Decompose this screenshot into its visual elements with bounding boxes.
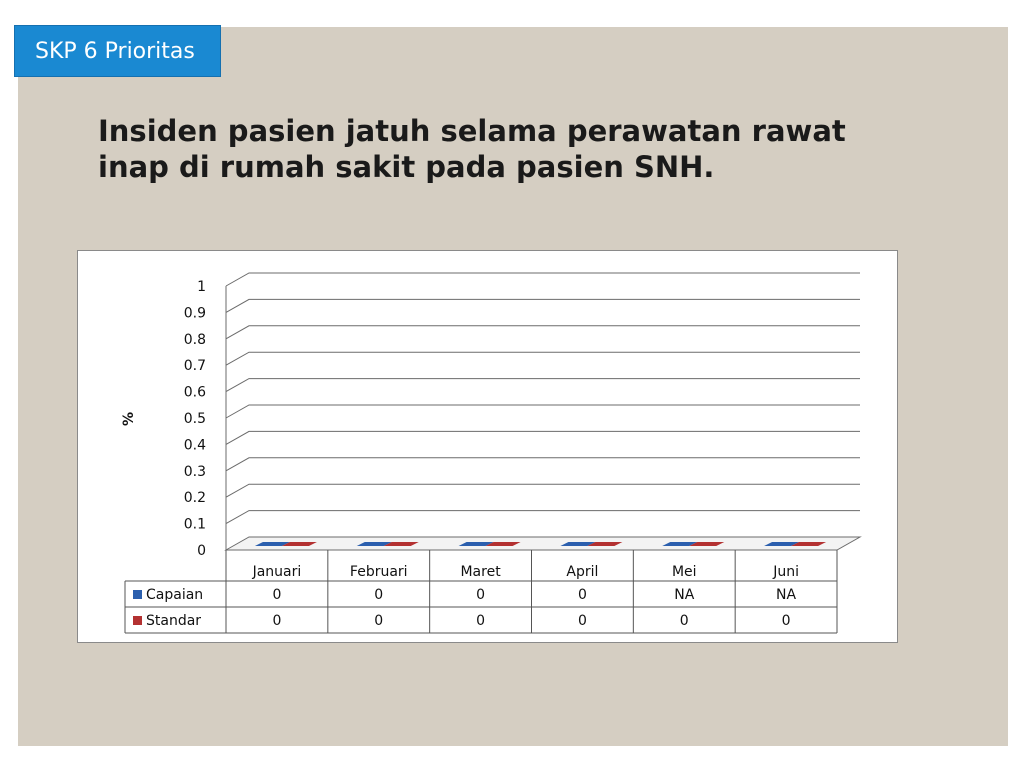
- y-tick-label: 0.9: [183, 305, 206, 322]
- gridline: [226, 273, 860, 286]
- slide-title-line: Insiden pasien jatuh selama perawatan rawat: [98, 114, 846, 148]
- table-cell-standar: 0: [374, 613, 384, 629]
- y-tick-label: 0.4: [183, 437, 206, 454]
- slide-title: [98, 113, 846, 185]
- gridline: [226, 511, 860, 524]
- section-label: [14, 25, 221, 77]
- y-tick-label: 0.8: [183, 331, 206, 348]
- category-label: Juni: [773, 564, 799, 580]
- y-axis-label: %: [121, 411, 137, 427]
- table-cell-capaian: 0: [374, 587, 384, 603]
- table-cell-capaian: 0: [476, 587, 486, 603]
- chart-floor: [226, 537, 860, 550]
- table-cell-capaian: 0: [272, 587, 282, 603]
- category-label: Januari: [252, 564, 302, 580]
- legend-swatch-capaian: [133, 590, 142, 599]
- category-label: Februari: [349, 564, 408, 580]
- gridline: [226, 379, 860, 392]
- y-tick-label: 0.7: [183, 358, 206, 375]
- table-cell-standar: 0: [781, 613, 791, 629]
- table-cell-standar: 0: [679, 613, 689, 629]
- section-label-text: SKP 6 Prioritas: [35, 38, 195, 64]
- table-cell-standar: 0: [476, 613, 486, 629]
- gridline: [226, 352, 860, 365]
- y-tick-label: 0.2: [183, 490, 206, 507]
- table-cell-standar: 0: [577, 613, 587, 629]
- category-label: Mei: [671, 564, 697, 580]
- gridline: [226, 299, 860, 312]
- y-tick-label: 0: [197, 543, 206, 559]
- table-cell-capaian: NA: [776, 587, 797, 603]
- legend-label-standar: Standar: [146, 613, 202, 629]
- gridline: [226, 484, 860, 497]
- table-cell-capaian: 0: [577, 587, 587, 603]
- gridline: [226, 431, 860, 444]
- y-tick-label: 0.6: [183, 384, 206, 401]
- chart-frame: [77, 250, 898, 643]
- table-cell-capaian: NA: [674, 587, 695, 603]
- gridline: [226, 405, 860, 418]
- category-label: April: [566, 564, 599, 580]
- y-tick-label: 1: [197, 279, 206, 295]
- slide-title-line: inap di rumah sakit pada pasien SNH.: [98, 150, 715, 184]
- y-tick-label: 0.1: [183, 516, 206, 533]
- gridline: [226, 458, 860, 471]
- chart-svg: [78, 251, 897, 642]
- legend-label-capaian: Capaian: [146, 587, 204, 603]
- legend-swatch-standar: [133, 616, 142, 625]
- gridline: [226, 326, 860, 339]
- table-cell-standar: 0: [272, 613, 282, 629]
- y-tick-label: 0.5: [183, 411, 206, 427]
- category-label: Maret: [460, 564, 501, 580]
- y-tick-label: 0.3: [183, 463, 206, 480]
